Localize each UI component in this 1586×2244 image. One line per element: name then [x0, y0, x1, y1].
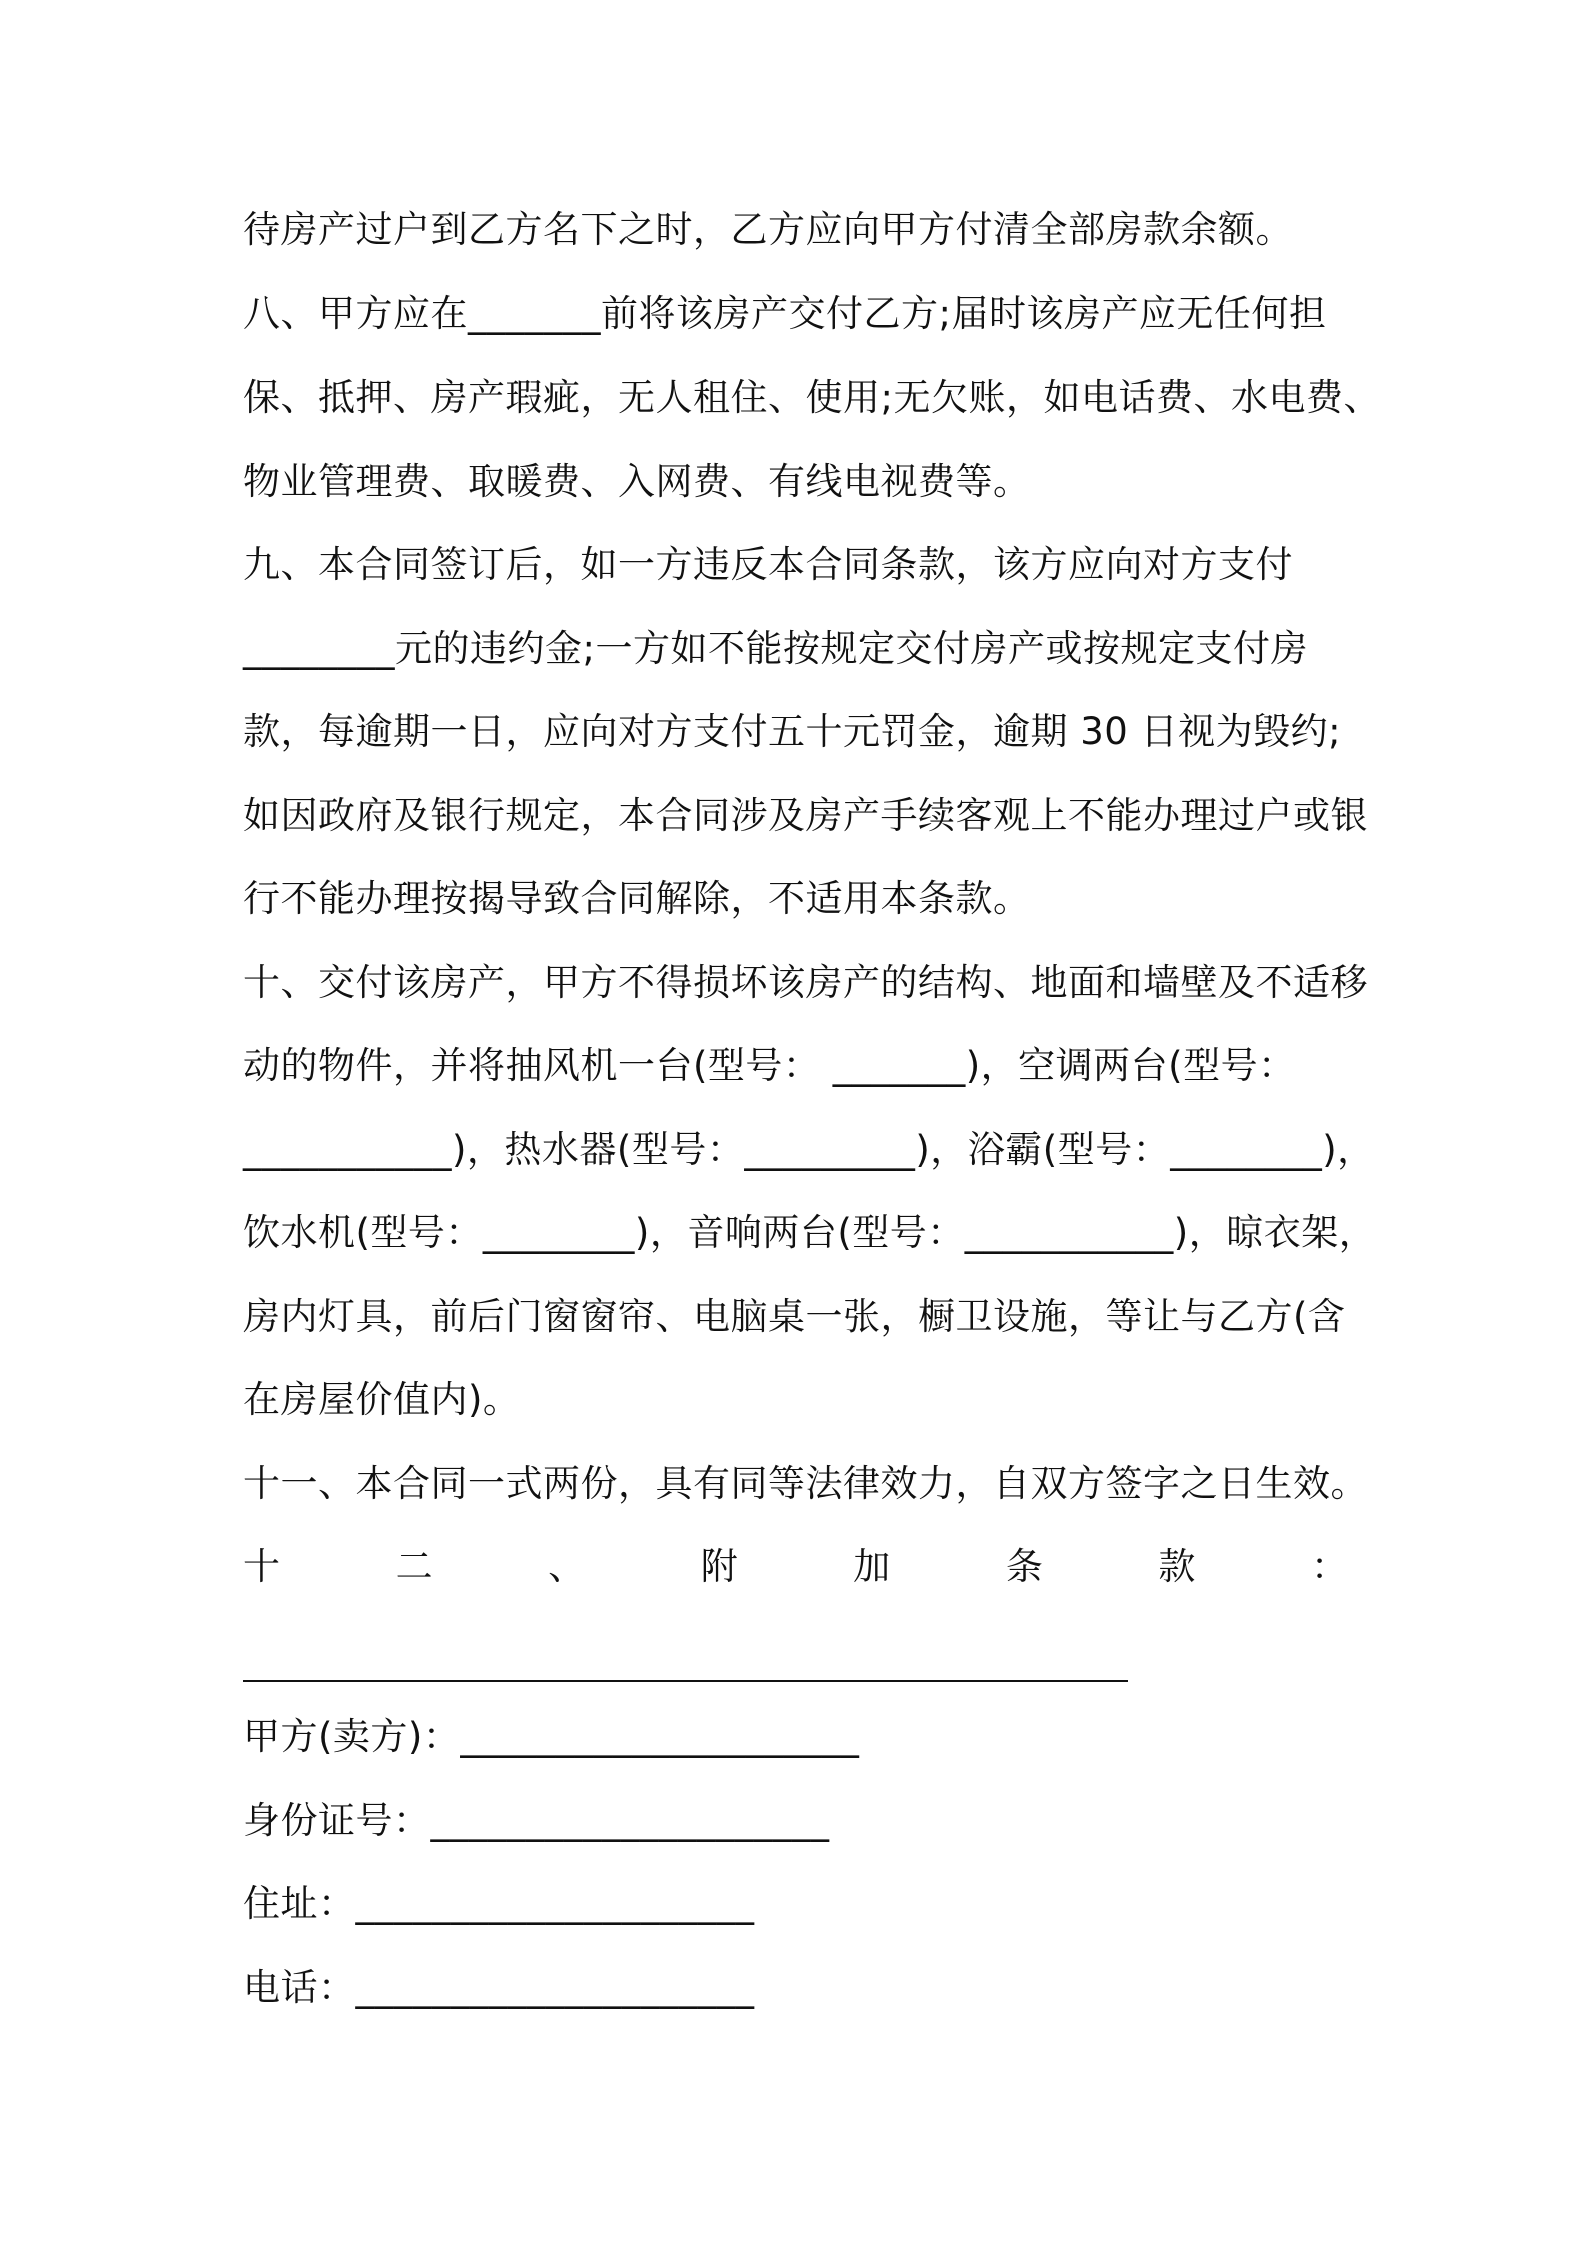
clause-9-line-4: 如因政府及银行规定，本合同涉及房产手续客观上不能办理过户或银: [243, 794, 1368, 837]
id-number-field: 身份证号：_____________________: [243, 1799, 830, 1842]
clause-9-line-2: ________元的违约金;一方如不能按规定交付房产或按规定支付房: [243, 627, 1308, 670]
clause-12-char: 十: [243, 1545, 280, 1588]
paragraph-line-1: 待房产过户到乙方名下之时，乙方应向甲方付清全部房款余额。: [243, 208, 1293, 251]
clause-8-line-3: 物业管理费、取暖费、入网费、有线电视费等。: [243, 460, 1031, 503]
additional-terms-blank-line: [243, 1680, 1128, 1682]
clause-8-line-2: 保、抵押、房产瑕疵，无人租住、使用;无欠账，如电话费、水电费、: [243, 376, 1381, 419]
clause-9-line-5: 行不能办理按揭导致合同解除，不适用本条款。: [243, 877, 1031, 920]
phone-field: 电话：_____________________: [243, 1966, 755, 2009]
clause-10-line-2: 动的物件，并将抽风机一台(型号： _______)，空调两台(型号：: [243, 1044, 1296, 1087]
clause-9-line-3: 款，每逾期一日，应向对方支付五十元罚金，逾期 30 日视为毁约;: [243, 710, 1342, 753]
clause-12-char: 二: [395, 1545, 433, 1588]
clause-10-line-1: 十、交付该房产，甲方不得损坏该房产的结构、地面和墙壁及不适移: [243, 961, 1368, 1004]
clause-12-char: 加: [853, 1545, 891, 1588]
clause-10-line-6: 在房屋价值内)。: [243, 1378, 521, 1421]
clause-12-char: 款: [1158, 1545, 1196, 1588]
address-field: 住址：_____________________: [243, 1882, 755, 1925]
clause-10-line-5: 房内灯具，前后门窗窗帘、电脑桌一张，橱卫设施，等让与乙方(含: [243, 1295, 1346, 1338]
clause-8-line-1: 八、甲方应在_______前将该房产交付乙方;届时该房产应无任何担: [243, 292, 1327, 335]
clause-12-char: 条: [1005, 1545, 1043, 1588]
clause-10-line-3: ___________)，热水器(型号：_________)，浴霸(型号：________)，: [243, 1128, 1375, 1171]
clause-12-char: 、: [548, 1545, 586, 1588]
clause-10-line-4: 饮水机(型号：________)，音响两台(型号：___________)，晾衣架，: [243, 1211, 1377, 1254]
clause-12-char: 附: [700, 1545, 738, 1588]
clause-11-line: 十一、本合同一式两份，具有同等法律效力，自双方签字之日生效。: [243, 1462, 1368, 1505]
party-a-seller-field: 甲方(卖方)：_____________________: [243, 1715, 860, 1758]
clause-9-line-1: 九、本合同签订后，如一方违反本合同条款，该方应向对方支付: [243, 543, 1293, 586]
clause-12-heading: [243, 1542, 1348, 1592]
clause-12-char: ：: [1310, 1545, 1348, 1588]
